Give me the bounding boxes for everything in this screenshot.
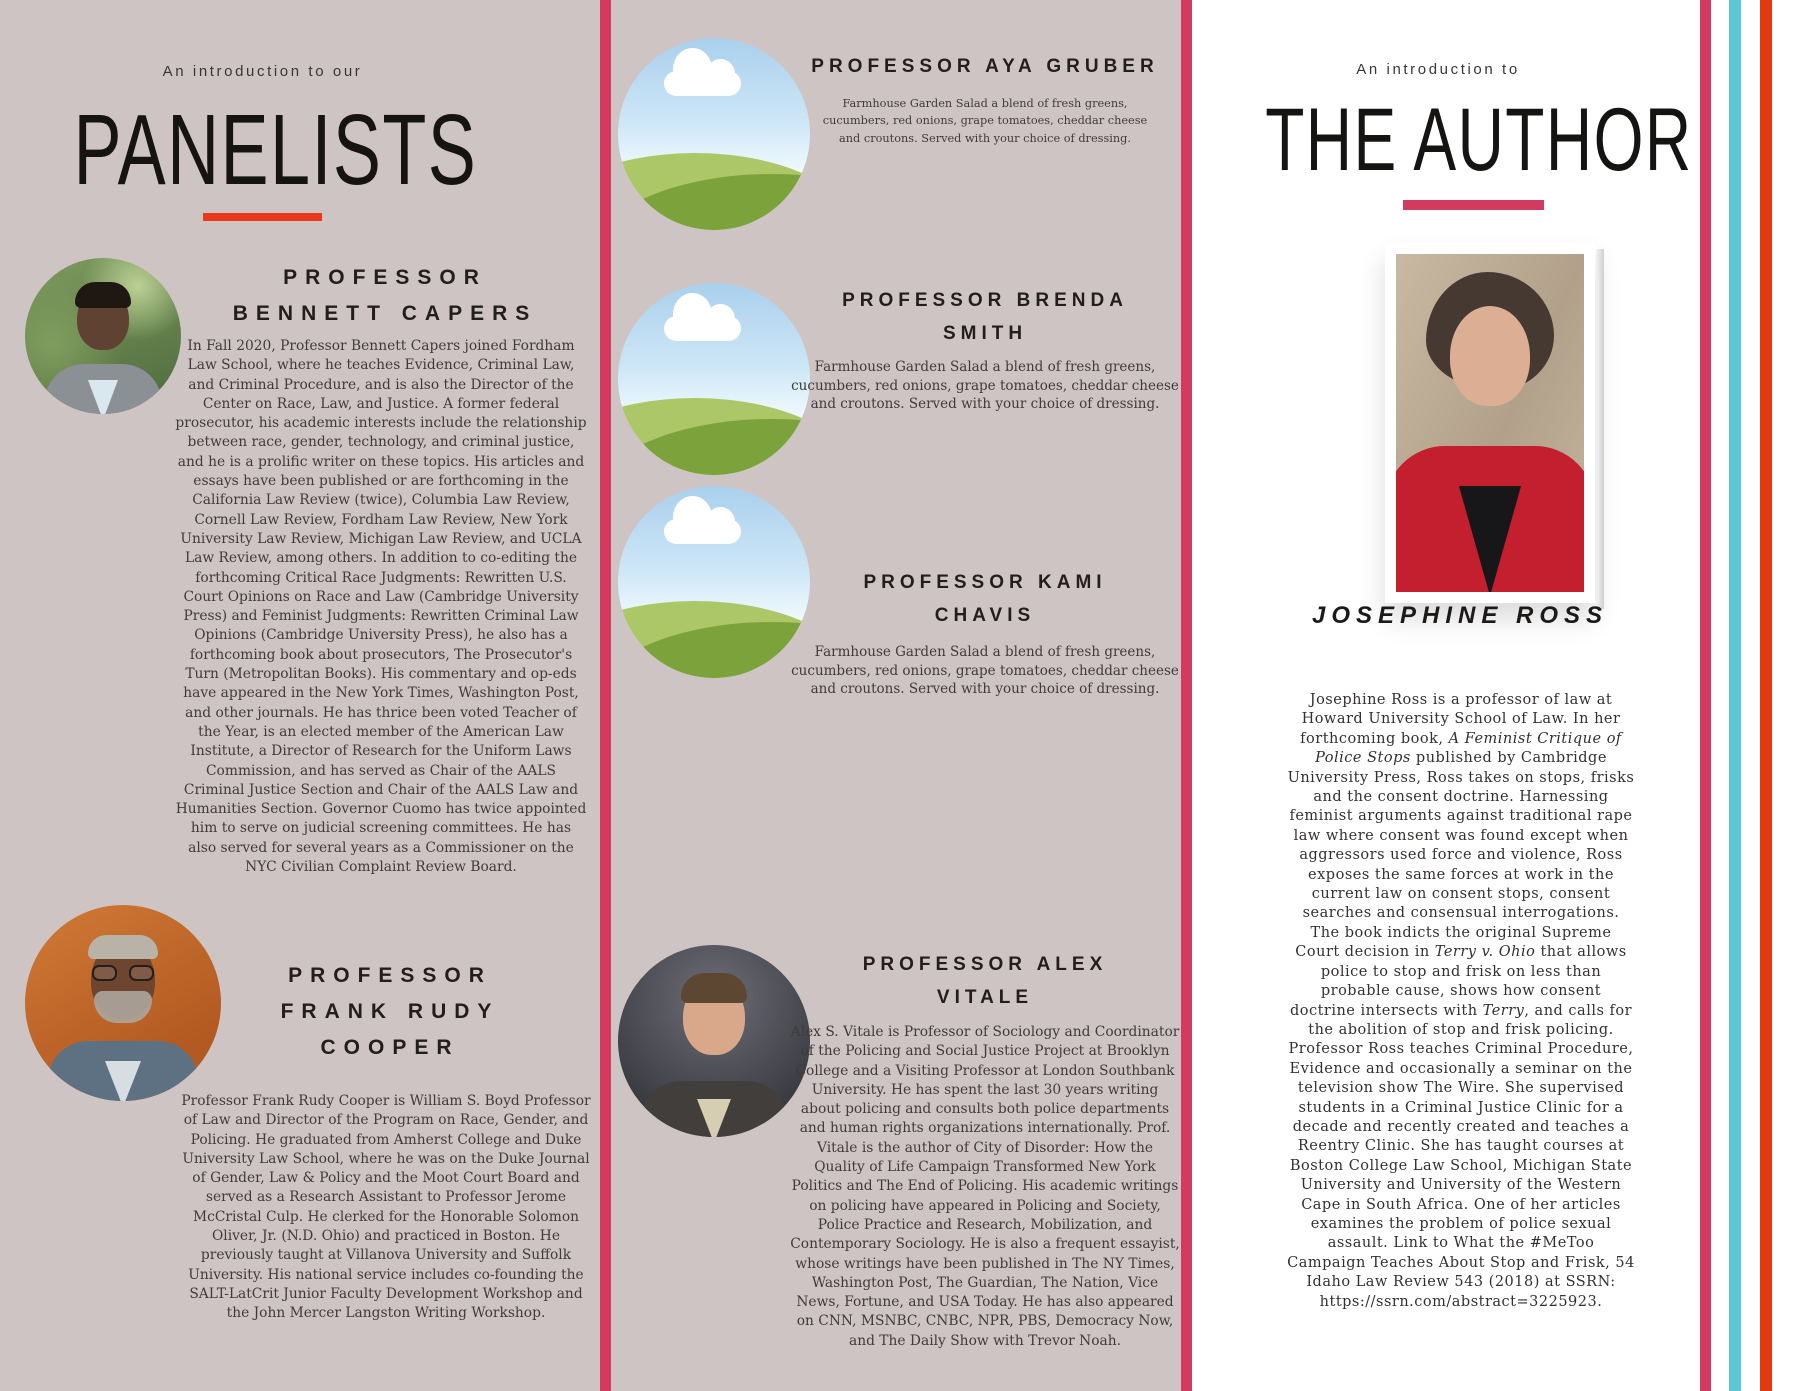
gruber-title-line1: PROFESSOR AYA GRUBER [811,56,1159,77]
edge-stripe-cyan [1729,0,1741,1391]
hair [88,935,158,959]
vitale-title-line2: VITALE [936,987,1034,1008]
cloud-icon [664,316,741,341]
author-name: JOSEPHINE ROSS [1311,602,1609,629]
smith-title-line2: SMITH [942,323,1028,344]
gruber-body: Farmhouse Garden Salad a blend of fresh greens, cucumbers, red onions, grape tomatoes, cheddar cheese and croutons. Served with your choice of dressing. [822,97,1148,145]
smith-name-title [795,284,1175,350]
hair [681,973,747,1003]
edge-stripe-red [1760,0,1772,1391]
chavis-title-line2: CHAVIS [934,605,1036,626]
cooper-title-line3: COOPER [320,1036,460,1059]
chavis-title-line1: PROFESSOR KAMI [863,572,1107,593]
bennett-capers-photo [25,258,181,414]
cooper-name-title [185,958,595,1066]
divider-stripe-left [600,0,611,1391]
cooper-bio: Professor Frank Rudy Cooper is William S. Boyd Professor of Law and Director of the Program on Race, Gender, and Policing. He graduated from Amherst College and Duke University Law School, where he was on the Duke Journal of Gender, Law & Policy and the Moot Court Board and served as a Research Assistant to Professor Jerome McCristal Culp. He clerked for the Honorable Solomon Oliver, Jr. (N.D. Ohio) and practiced in Boston. He previously taught at Villanova University and Suffolk University. His national service includes co-founding the SALT-LatCrit Junior Faculty Development Workshop and the John Mercer Langston Writing Workshop. [181,1093,591,1322]
author-underline [1403,200,1544,210]
author-eyebrow: An introduction to [1356,61,1520,78]
cloud-icon [664,71,741,96]
vitale-name-title [795,948,1175,1014]
cooper-title-line1: PROFESSOR [288,964,492,987]
chavis-body: Farmhouse Garden Salad a blend of fresh greens, cucumbers, red onions, grape tomatoes, cheddar cheese and croutons. Served with your choice of dressing. [791,644,1179,698]
capers-title-line2: BENNETT CAPERS [232,302,538,325]
capers-title-line1: PROFESSOR [283,266,487,289]
josephine-ross-book-cover [1385,243,1595,603]
author-bio: Josephine Ross is a professor of law at Howard University School of Law. In her forthcoming book, A Feminist Critique of Police Stops published by Cambridge University Press, Ross takes on stops, frisks and the consent doctrine. Harnessing feminist arguments against traditional rape law where consent was found except when aggressors used force and violence, Ross exposes the same forces at work in the current law on consent stops, consent searches and consensual interrogations. The book indicts the original Supreme Court decision in Terry v. Ohio that allows police to stop and frisk on less than probable cause, shows how consent doctrine intersects with Terry, and calls for the abolition of stop and frisk policing. Professor Ross teaches Criminal Procedure, Evidence and occasionally a seminar on the television show The Wire. She supervised students in a Criminal Justice Clinic for a decade and recently created and teaches a Reentry Clinic. She has taught courses at Boston College Law School, Michigan State University and University of the Western Cape in South Africa. One of her articles examines the problem of police sexual assault. Link to What the #MeToo Campaign Teaches About Stop and Frisk, 54 Idaho Law Review 543 (2018) at SSRN: https://ssrn.com/abstract=3225923. [1287,692,1635,1310]
hair [75,282,131,308]
capers-name-title [180,260,590,332]
alex-vitale-photo [618,945,810,1137]
capers-bio: In Fall 2020, Professor Bennett Capers joined Fordham Law School, where he teaches Evidence, Criminal Law, and Criminal Procedure, and is also the Director of the Center on Race, Law, and Justice. A former federal prosecutor, his academic interests include the relationship between race, gender, technology, and criminal justice, and he is a prolific writer on these topics. His articles and essays have been published or are forthcoming in the California Law Review (twice), Columbia Law Review, Cornell Law Review, Fordham Law Review, New York University Law Review, Michigan Law Review, and UCLA Law Review, among others. In addition to co-editing the forthcoming Critical Race Judgments: Rewritten U.S. Court Opinions on Race and Law (Cambridge University Press) and Feminist Judgments: Rewritten Criminal Law Opinions (Cambridge University Press), he also has a forthcoming book about prosecutors, The Prosecutor's Turn (Metropolitan Books). His commentary and op-eds have appeared in the New York Times, Washington Post, and other journals. He has thrice been voted Teacher of the Year, is an elected member of the American Law Institute, a Director of Research for the Uniform Laws Commission, and has served as Chair of the AALS Criminal Justice Section and Chair of the AALS Law and Humanities Section. Governor Cuomo has twice appointed him to serve on judicial screening committees. He has also served for several years as a Commissioner on the NYC Civilian Complaint Review Board. [175,338,587,876]
glasses [92,965,154,983]
book-page-edge [1596,249,1604,609]
panelists-panel [0,0,600,1391]
edge-stripe-pink [1700,0,1711,1391]
author-title: THE AUTHOR [1265,89,1693,189]
gruber-name-title [795,50,1175,83]
smith-body: Farmhouse Garden Salad a blend of fresh greens, cucumbers, red onions, grape tomatoes, cheddar cheese and croutons. Served with your choice of dressing. [791,359,1179,413]
panelists-underline [203,213,322,221]
chavis-name-title [795,566,1175,632]
divider-stripe-right [1181,0,1192,1391]
face [1450,306,1530,406]
smith-title-line1: PROFESSOR BRENDA [842,290,1128,311]
panelists-title: PANELISTS [73,94,478,206]
cloud-icon [664,519,741,544]
vitale-title-line1: PROFESSOR ALEX [862,954,1108,975]
gruber-landscape-placeholder-image [618,38,810,230]
cooper-title-line2: FRANK RUDY [280,1000,500,1023]
panelists-eyebrow: An introduction to our [162,63,363,80]
vitale-bio: Alex S. Vitale is Professor of Sociology and Coordinator of the Policing and Social Justice Project at Brooklyn College and a Visiting Professor at London Southbank University. He has spent the last 30 years writing about policing and consults both police departments and human rights organizations internationally. Prof. Vitale is the author of City of Disorder: How the Quality of Life Campaign Transformed New York Politics and The End of Policing. His academic writings on policing have appeared in Policing and Society, Police Practice and Research, Mobilization, and Contemporary Sociology. He is also a frequent essayist, whose writings have been published in The NY Times, Washington Post, The Guardian, The Nation, Vice News, Fortune, and USA Today. He has also appeared on CNN, MSNBC, CNBC, NPR, PBS, Democracy Now, and The Daily Show with Trevor Noah. [790,1024,1180,1349]
josephine-ross-photo [1396,254,1584,592]
